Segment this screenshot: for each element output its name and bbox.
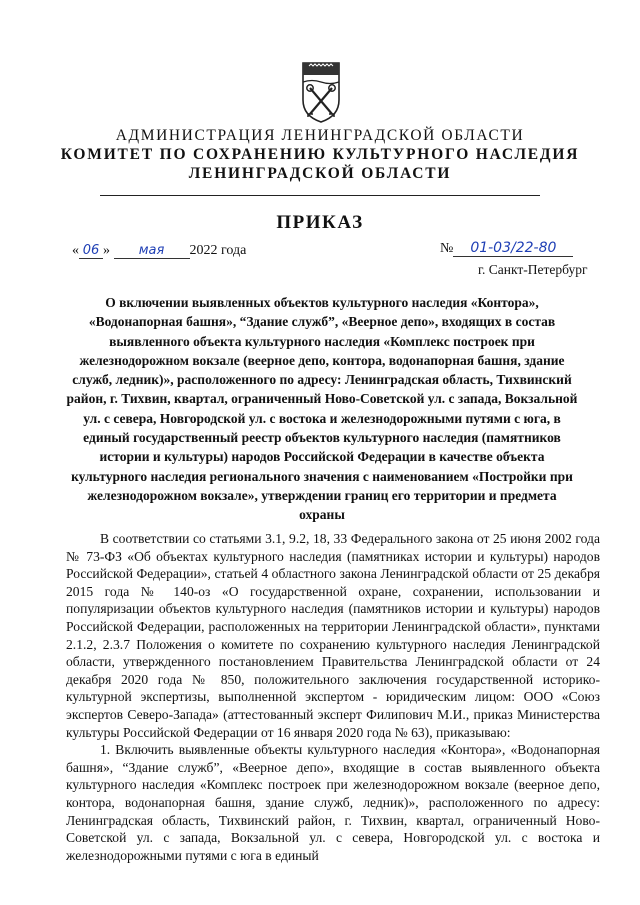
org-name-line1: АДМИНИСТРАЦИЯ ЛЕНИНГРАДСКОЙ ОБЛАСТИ (115, 127, 525, 144)
header-divider (100, 195, 540, 196)
date-close-quote: » (103, 243, 110, 258)
date-year: 2022 года (189, 243, 247, 258)
date-month: мая (114, 243, 190, 259)
number-value: 01-03/22-80 (453, 240, 573, 257)
order-date (72, 243, 246, 259)
date-open-quote: « (72, 243, 79, 258)
body-paragraph: В соответствии со статьями 3.1, 9.2, 18, 33 Федерального закона от 25 июня 2002 года № 73-ФЗ «Об объектах культурного наследия (памятниках истории и культуры) народов Российской Федерации», статьей 4 областного закона Ленинградской области от 25 декабря 2015 года № 140-оз «О государственной охране, сохранении, использовании и популяризации объектов культурного наследия (памятников истории и культуры) народов Российской Федерации, расположенных на территории Ленинградской области», пунктами 2.1.2, 2.3.7 Положения о комитете по сохранению культурного наследия Ленинградской области, утвержденного постановлением Правительства Ленинградской области от 24 декабря 2020 года № 850, положительного заключения государственной историко-культурной экспертизы, выполненной экспертом - юридическим лицом: ООО «Союз экспертов Северо-Запада» (аттестованный эксперт Филипович М.И., приказ Министерства культуры Российской Федерации от 16 января 2020 года № 63), приказываю: (66, 531, 600, 740)
number-prefix: № (440, 241, 454, 256)
document-body (66, 530, 600, 864)
date-day: 06 (79, 243, 103, 259)
order-number (440, 240, 573, 257)
order-heading: О включении выявленных объектов культурного наследия «Контора», «Водонапорная башня», “Здание служб”, «Веерное депо», входящих в состав выявленного объекта культурного наследия «Комплекс построек при железнодорожном вокзале (веерное депо, контора, водонапорная башня, здание служб, ледник)», расположенного по адресу: Ленинградская область, Тихвинский район, г. Тихвин, квартал, ограниченный Ново-Советской ул. с запада, Вокзальной ул. с севера, Новгородской ул. с востока и железнодорожными путями с юга, в единый государственный реестр объектов культурного наследия (памятников истории и культуры) народов Российской Федерации в качестве объекта культурного наследия регионального значения с наименованием «Постройки при железнодорожном вокзале», утверждении границ его территории и предмета охраны (66, 295, 578, 523)
committee-name (0, 145, 640, 183)
document-title: ПРИКАЗ (276, 212, 364, 233)
order-city: г. Санкт-Петербург (478, 262, 588, 277)
coat-of-arms-icon (300, 60, 342, 124)
org-name-line2: КОМИТЕТ ПО СОХРАНЕНИЮ КУЛЬТУРНОГО НАСЛЕДИЯ (60, 146, 580, 163)
org-name-line3: ЛЕНИНГРАДСКОЙ ОБЛАСТИ (188, 165, 452, 182)
body-paragraph: 1. Включить выявленные объекты культурного наследия «Контора», «Водонапорная башня», “Здание служб”, «Веерное депо», входящие в состав выявленного объекта культурного наследия «Комплекс построек при железнодорожном вокзале (веерное депо, контора, водонапорная башня, здание служб, ледник)», расположенного по адресу: Ленинградская область, Тихвинский район, г. Тихвин, квартал, ограниченный Ново-Советской ул. с запада, Вокзальной ул. с севера, Новгородской ул. с востока и железнодорожными путями с юга в единый (66, 742, 600, 863)
